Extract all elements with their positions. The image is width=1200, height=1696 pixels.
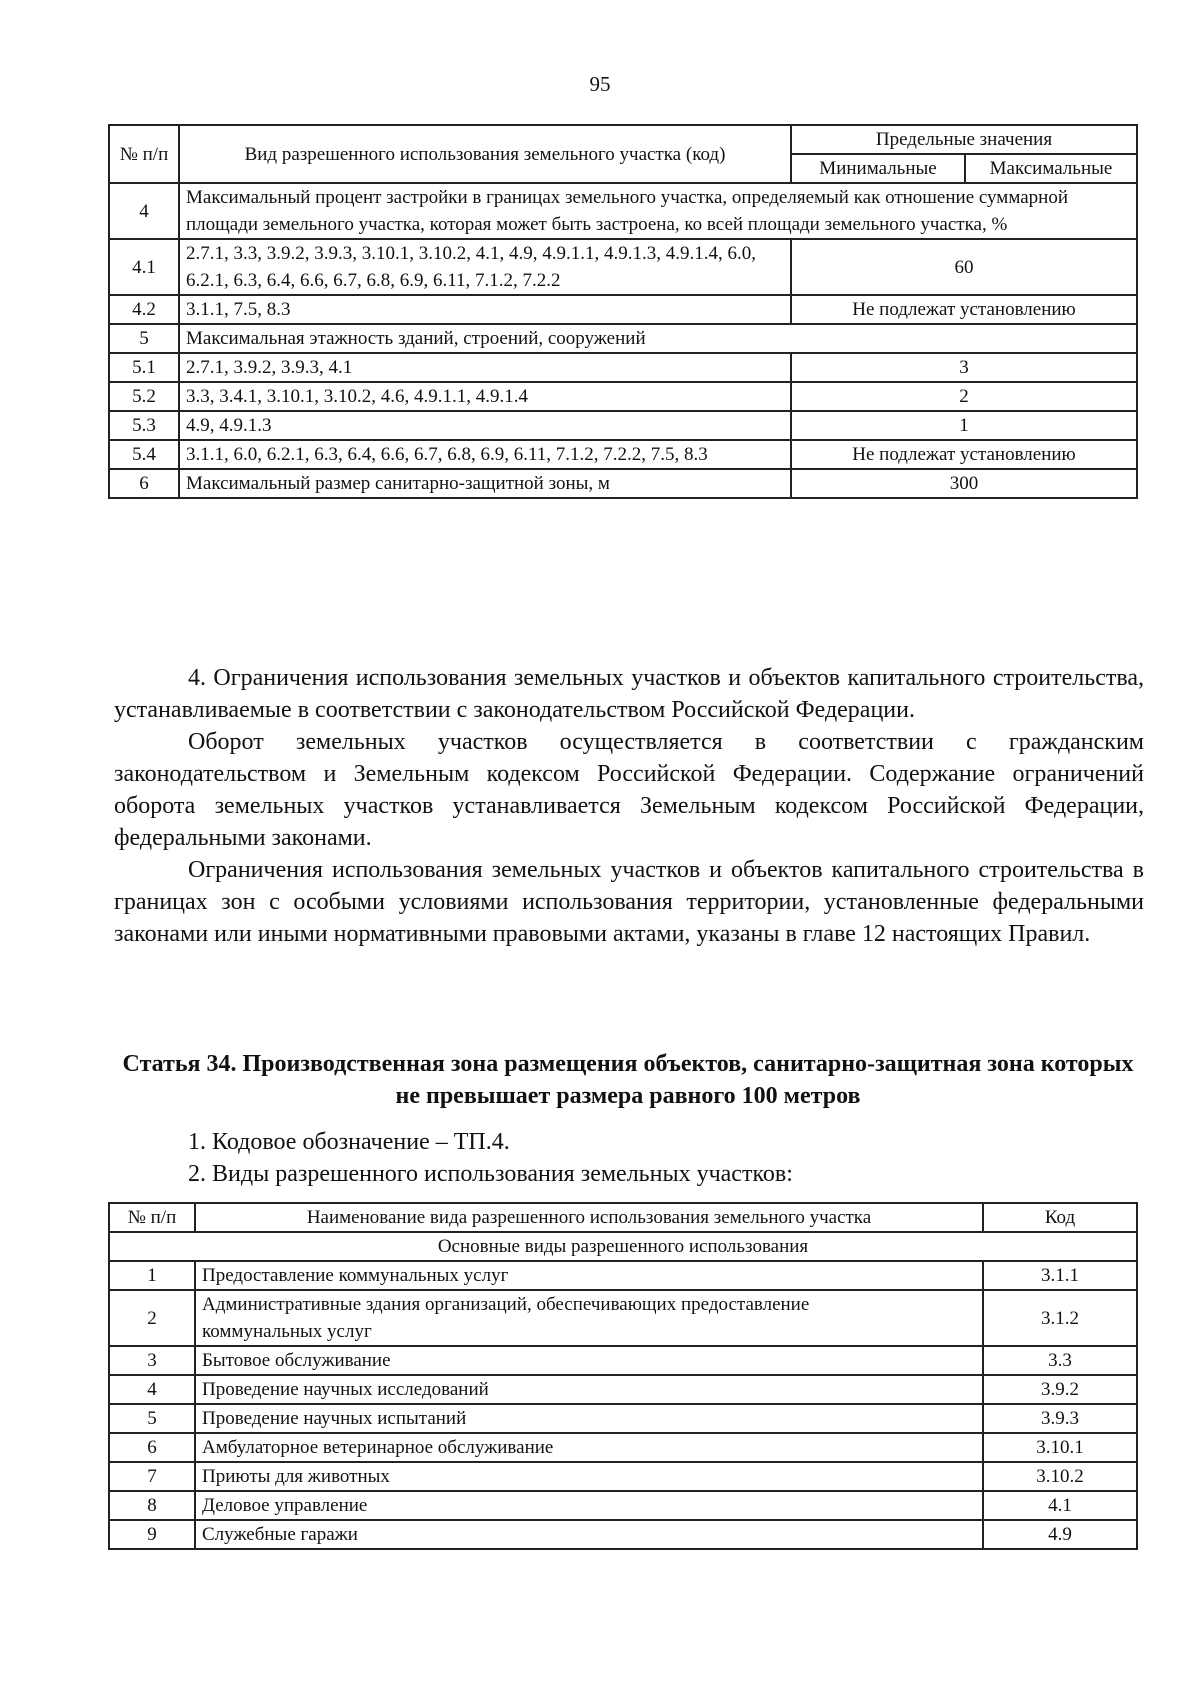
list-item: 1. Кодовое обозначение – ТП.4. [188, 1129, 510, 1155]
row-num: 6 [109, 469, 179, 498]
row-value: 60 [791, 239, 1137, 295]
table-row [109, 295, 1137, 324]
row-name: Приюты для животных [195, 1462, 983, 1491]
row-name: Предоставление коммунальных услуг [195, 1261, 983, 1290]
row-name: Административные здания организаций, обеспечивающих предоставление коммунальных услуг [195, 1290, 983, 1346]
table-row [109, 1346, 1137, 1375]
row-name: Служебные гаражи [195, 1520, 983, 1549]
row-num: 5 [109, 1404, 195, 1433]
header-name: Наименование вида разрешенного использования земельного участка [195, 1203, 983, 1232]
row-num: 1 [109, 1261, 195, 1290]
header-max: Максимальные [965, 154, 1137, 183]
table-row [109, 1433, 1137, 1462]
row-value: Не подлежат установлению [791, 295, 1137, 324]
row-num: 5.2 [109, 382, 179, 411]
row-value: 300 [791, 469, 1137, 498]
table-row [109, 324, 1137, 353]
header-num: № п/п [109, 1203, 195, 1232]
row-num: 5.4 [109, 440, 179, 469]
row-text: Максимальный размер санитарно-защитной зоны, м [179, 469, 791, 498]
row-name: Деловое управление [195, 1491, 983, 1520]
row-num: 4.2 [109, 295, 179, 324]
body-text [114, 662, 1144, 950]
row-name: Бытовое обслуживание [195, 1346, 983, 1375]
row-num: 5 [109, 324, 179, 353]
section-title: Основные виды разрешенного использования [109, 1232, 1137, 1261]
table-row [109, 1261, 1137, 1290]
row-num: 7 [109, 1462, 195, 1491]
row-code: 4.9 [983, 1520, 1137, 1549]
numbered-list [188, 1126, 793, 1190]
table-header-row [109, 125, 1137, 154]
table-header-row [109, 1203, 1137, 1232]
table-row [109, 469, 1137, 498]
row-value: Не подлежат установлению [791, 440, 1137, 469]
row-code: 3.1.1 [983, 1261, 1137, 1290]
row-num: 2 [109, 1290, 195, 1346]
row-text: 2.7.1, 3.3, 3.9.2, 3.9.3, 3.10.1, 3.10.2, 4.1, 4.9, 4.9.1.1, 4.9.1.3, 4.9.1.4, 6.0, 6.2.1, 6.3, 6.4, 6.6, 6.7, 6.8, 6.9, 6.11, 7.1.2, 7.2.2 [179, 239, 791, 295]
table-row [109, 1290, 1137, 1346]
row-value: 2 [791, 382, 1137, 411]
paragraph: 4. Ограничения использования земельных участков и объектов капитального строительства, устанавливаемые в соответствии с законодательством Российской Федерации. [114, 665, 1144, 723]
paragraph: Ограничения использования земельных участков и объектов капитального строительства в границах зон с особыми условиями использования территории, установленные федеральными законами или иными нормативными правовыми актами, указаны в главе 12 настоящих Правил. [114, 857, 1144, 947]
table-row [109, 1462, 1137, 1491]
header-code: Код [983, 1203, 1137, 1232]
row-text: 4.9, 4.9.1.3 [179, 411, 791, 440]
table-row [109, 1520, 1137, 1549]
row-text: 3.1.1, 7.5, 8.3 [179, 295, 791, 324]
table-row [109, 1491, 1137, 1520]
table-row [109, 183, 1137, 239]
row-code: 3.3 [983, 1346, 1137, 1375]
row-text: 3.1.1, 6.0, 6.2.1, 6.3, 6.4, 6.6, 6.7, 6.8, 6.9, 6.11, 7.1.2, 7.2.2, 7.5, 8.3 [179, 440, 791, 469]
row-code: 3.9.3 [983, 1404, 1137, 1433]
row-value: 1 [791, 411, 1137, 440]
header-type: Вид разрешенного использования земельного участка (код) [179, 125, 791, 183]
header-num: № п/п [109, 125, 179, 183]
table-row [109, 382, 1137, 411]
row-num: 9 [109, 1520, 195, 1549]
table-row [109, 411, 1137, 440]
row-name: Проведение научных исследований [195, 1375, 983, 1404]
row-num: 3 [109, 1346, 195, 1375]
row-num: 4.1 [109, 239, 179, 295]
row-name: Амбулаторное ветеринарное обслуживание [195, 1433, 983, 1462]
row-code: 4.1 [983, 1491, 1137, 1520]
row-num: 5.1 [109, 353, 179, 382]
row-value: 3 [791, 353, 1137, 382]
table-row [109, 239, 1137, 295]
row-code: 3.9.2 [983, 1375, 1137, 1404]
table-row [109, 353, 1137, 382]
row-code: 3.10.2 [983, 1462, 1137, 1491]
limits-table [108, 124, 1138, 499]
header-min: Минимальные [791, 154, 965, 183]
page-number: 95 [589, 72, 611, 96]
row-num: 6 [109, 1433, 195, 1462]
table-row [109, 1404, 1137, 1433]
row-text: 3.3, 3.4.1, 3.10.1, 3.10.2, 4.6, 4.9.1.1, 4.9.1.4 [179, 382, 791, 411]
section-row [109, 1232, 1137, 1261]
row-text: Максимальный процент застройки в границах земельного участка, определяемый как отношение суммарной площади земельного участка, которая может быть застроена, ко всей площади земельного участка, % [179, 183, 1137, 239]
row-code: 3.1.2 [983, 1290, 1137, 1346]
paragraph: Оборот земельных участков осуществляется в соответствии с гражданским законодательством и Земельным кодексом Российской Федерации. Содержание ограничений оборота земельных участков устанавливается Земельным кодексом Российской Федерации, федеральными законами. [114, 729, 1144, 851]
row-text: Максимальная этажность зданий, строений, сооружений [179, 324, 1137, 353]
table-row [109, 440, 1137, 469]
row-num: 5.3 [109, 411, 179, 440]
row-num: 4 [109, 183, 179, 239]
row-name: Проведение научных испытаний [195, 1404, 983, 1433]
row-code: 3.10.1 [983, 1433, 1137, 1462]
row-num: 8 [109, 1491, 195, 1520]
list-item: 2. Виды разрешенного использования земельных участков: [188, 1161, 793, 1187]
header-limits: Предельные значения [791, 125, 1137, 154]
table-row [109, 1375, 1137, 1404]
article-heading: Статья 34. Производственная зона размещения объектов, санитарно-защитная зона которых не превышает размера равного 100 метров [122, 1051, 1134, 1109]
row-text: 2.7.1, 3.9.2, 3.9.3, 4.1 [179, 353, 791, 382]
permitted-uses-table [108, 1202, 1138, 1550]
row-num: 4 [109, 1375, 195, 1404]
